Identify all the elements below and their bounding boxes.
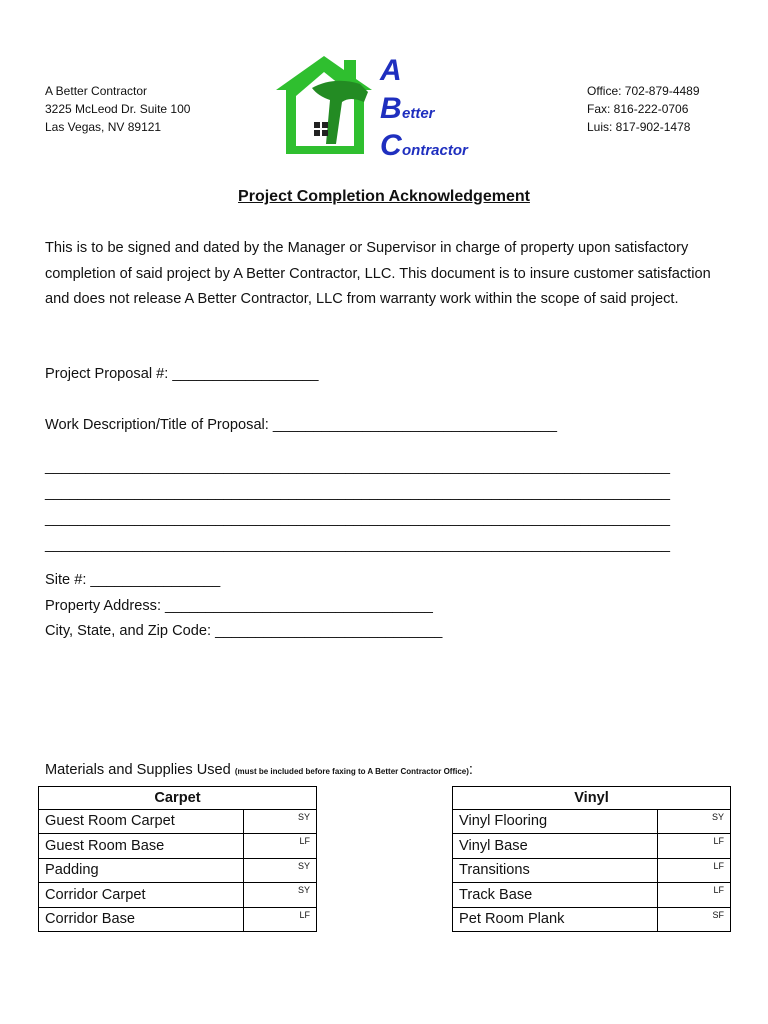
vinyl-table <box>452 786 731 932</box>
vinyl-unit[interactable]: SY <box>658 809 731 834</box>
work-description-field[interactable]: Work Description/Title of Proposal: ___________________________________ <box>45 417 557 433</box>
carpet-table <box>38 786 317 932</box>
materials-heading <box>45 762 473 778</box>
materials-label: Materials and Supplies Used <box>45 762 231 778</box>
window-icon <box>314 122 328 136</box>
vinyl-item: Pet Room Plank <box>453 907 658 932</box>
luis-phone: Luis: 817-902-1478 <box>587 120 691 134</box>
carpet-unit[interactable]: LF <box>244 834 317 859</box>
carpet-item: Corridor Base <box>39 907 244 932</box>
carpet-unit[interactable]: SY <box>244 809 317 834</box>
description-line-4[interactable]: _____________________________________________________________________________ <box>45 537 670 553</box>
logo-letter-b: B <box>380 92 402 125</box>
carpet-item: Guest Room Carpet <box>39 809 244 834</box>
office-phone: Office: 702-879-4489 <box>587 84 700 98</box>
carpet-item: Padding <box>39 858 244 883</box>
description-line-1[interactable]: _____________________________________________________________________________ <box>45 459 670 475</box>
logo-letter-c: C <box>380 129 402 160</box>
carpet-item: Corridor Carpet <box>39 883 244 908</box>
vinyl-item: Transitions <box>453 858 658 883</box>
table-row <box>453 809 731 834</box>
logo-graphic <box>272 52 502 160</box>
house-icon <box>276 56 372 154</box>
company-logo <box>272 52 502 160</box>
vinyl-item: Vinyl Flooring <box>453 809 658 834</box>
site-number-field[interactable]: Site #: ________________ <box>45 572 221 588</box>
contact-info <box>587 82 700 136</box>
table-row <box>39 809 317 834</box>
project-proposal-field[interactable]: Project Proposal #: __________________ <box>45 366 319 382</box>
logo-word-etter: etter <box>402 105 435 122</box>
address-line-1: 3225 McLeod Dr. Suite 100 <box>45 102 191 116</box>
table-row <box>453 834 731 859</box>
carpet-unit[interactable]: LF <box>244 907 317 932</box>
vinyl-item: Track Base <box>453 883 658 908</box>
materials-note: (must be included before faxing to A Better Contractor Office) <box>234 767 469 776</box>
carpet-header: Carpet <box>39 787 317 810</box>
company-address <box>45 82 190 136</box>
vinyl-unit[interactable]: LF <box>658 858 731 883</box>
carpet-unit[interactable]: SY <box>244 883 317 908</box>
description-line-3[interactable]: _____________________________________________________________________________ <box>45 511 670 527</box>
vinyl-header: Vinyl <box>453 787 731 810</box>
intro-paragraph: This is to be signed and dated by the Manager or Supervisor in charge of property upon satisfactory completion of said project by A Better Contractor, LLC. This document is to insure customer satisfaction and does not release A Better Contractor, LLC from warranty work within the scope of said project. <box>45 240 711 307</box>
table-row <box>39 907 317 932</box>
company-name: A Better Contractor <box>45 84 148 98</box>
table-row <box>39 858 317 883</box>
property-address-field[interactable]: Property Address: _________________________________ <box>45 598 433 614</box>
carpet-item: Guest Room Base <box>39 834 244 859</box>
table-row <box>39 883 317 908</box>
vinyl-unit[interactable]: LF <box>658 834 731 859</box>
address-line-2: Las Vegas, NV 89121 <box>45 120 162 134</box>
description-line-2[interactable]: _____________________________________________________________________________ <box>45 485 670 501</box>
materials-colon: : <box>468 762 473 778</box>
table-row <box>39 834 317 859</box>
table-row <box>453 907 731 932</box>
vinyl-item: Vinyl Base <box>453 834 658 859</box>
city-state-zip-field[interactable]: City, State, and Zip Code: ____________________________ <box>45 623 443 639</box>
document-title: Project Completion Acknowledgement <box>238 188 530 205</box>
vinyl-unit[interactable]: LF <box>658 883 731 908</box>
table-row <box>453 858 731 883</box>
logo-word-ontractor: ontractor <box>402 142 468 159</box>
vinyl-unit[interactable]: SF <box>658 907 731 932</box>
fax-number: Fax: 816-222-0706 <box>587 102 689 116</box>
carpet-unit[interactable]: SY <box>244 858 317 883</box>
logo-letter-a: A <box>380 54 402 87</box>
table-row <box>453 883 731 908</box>
